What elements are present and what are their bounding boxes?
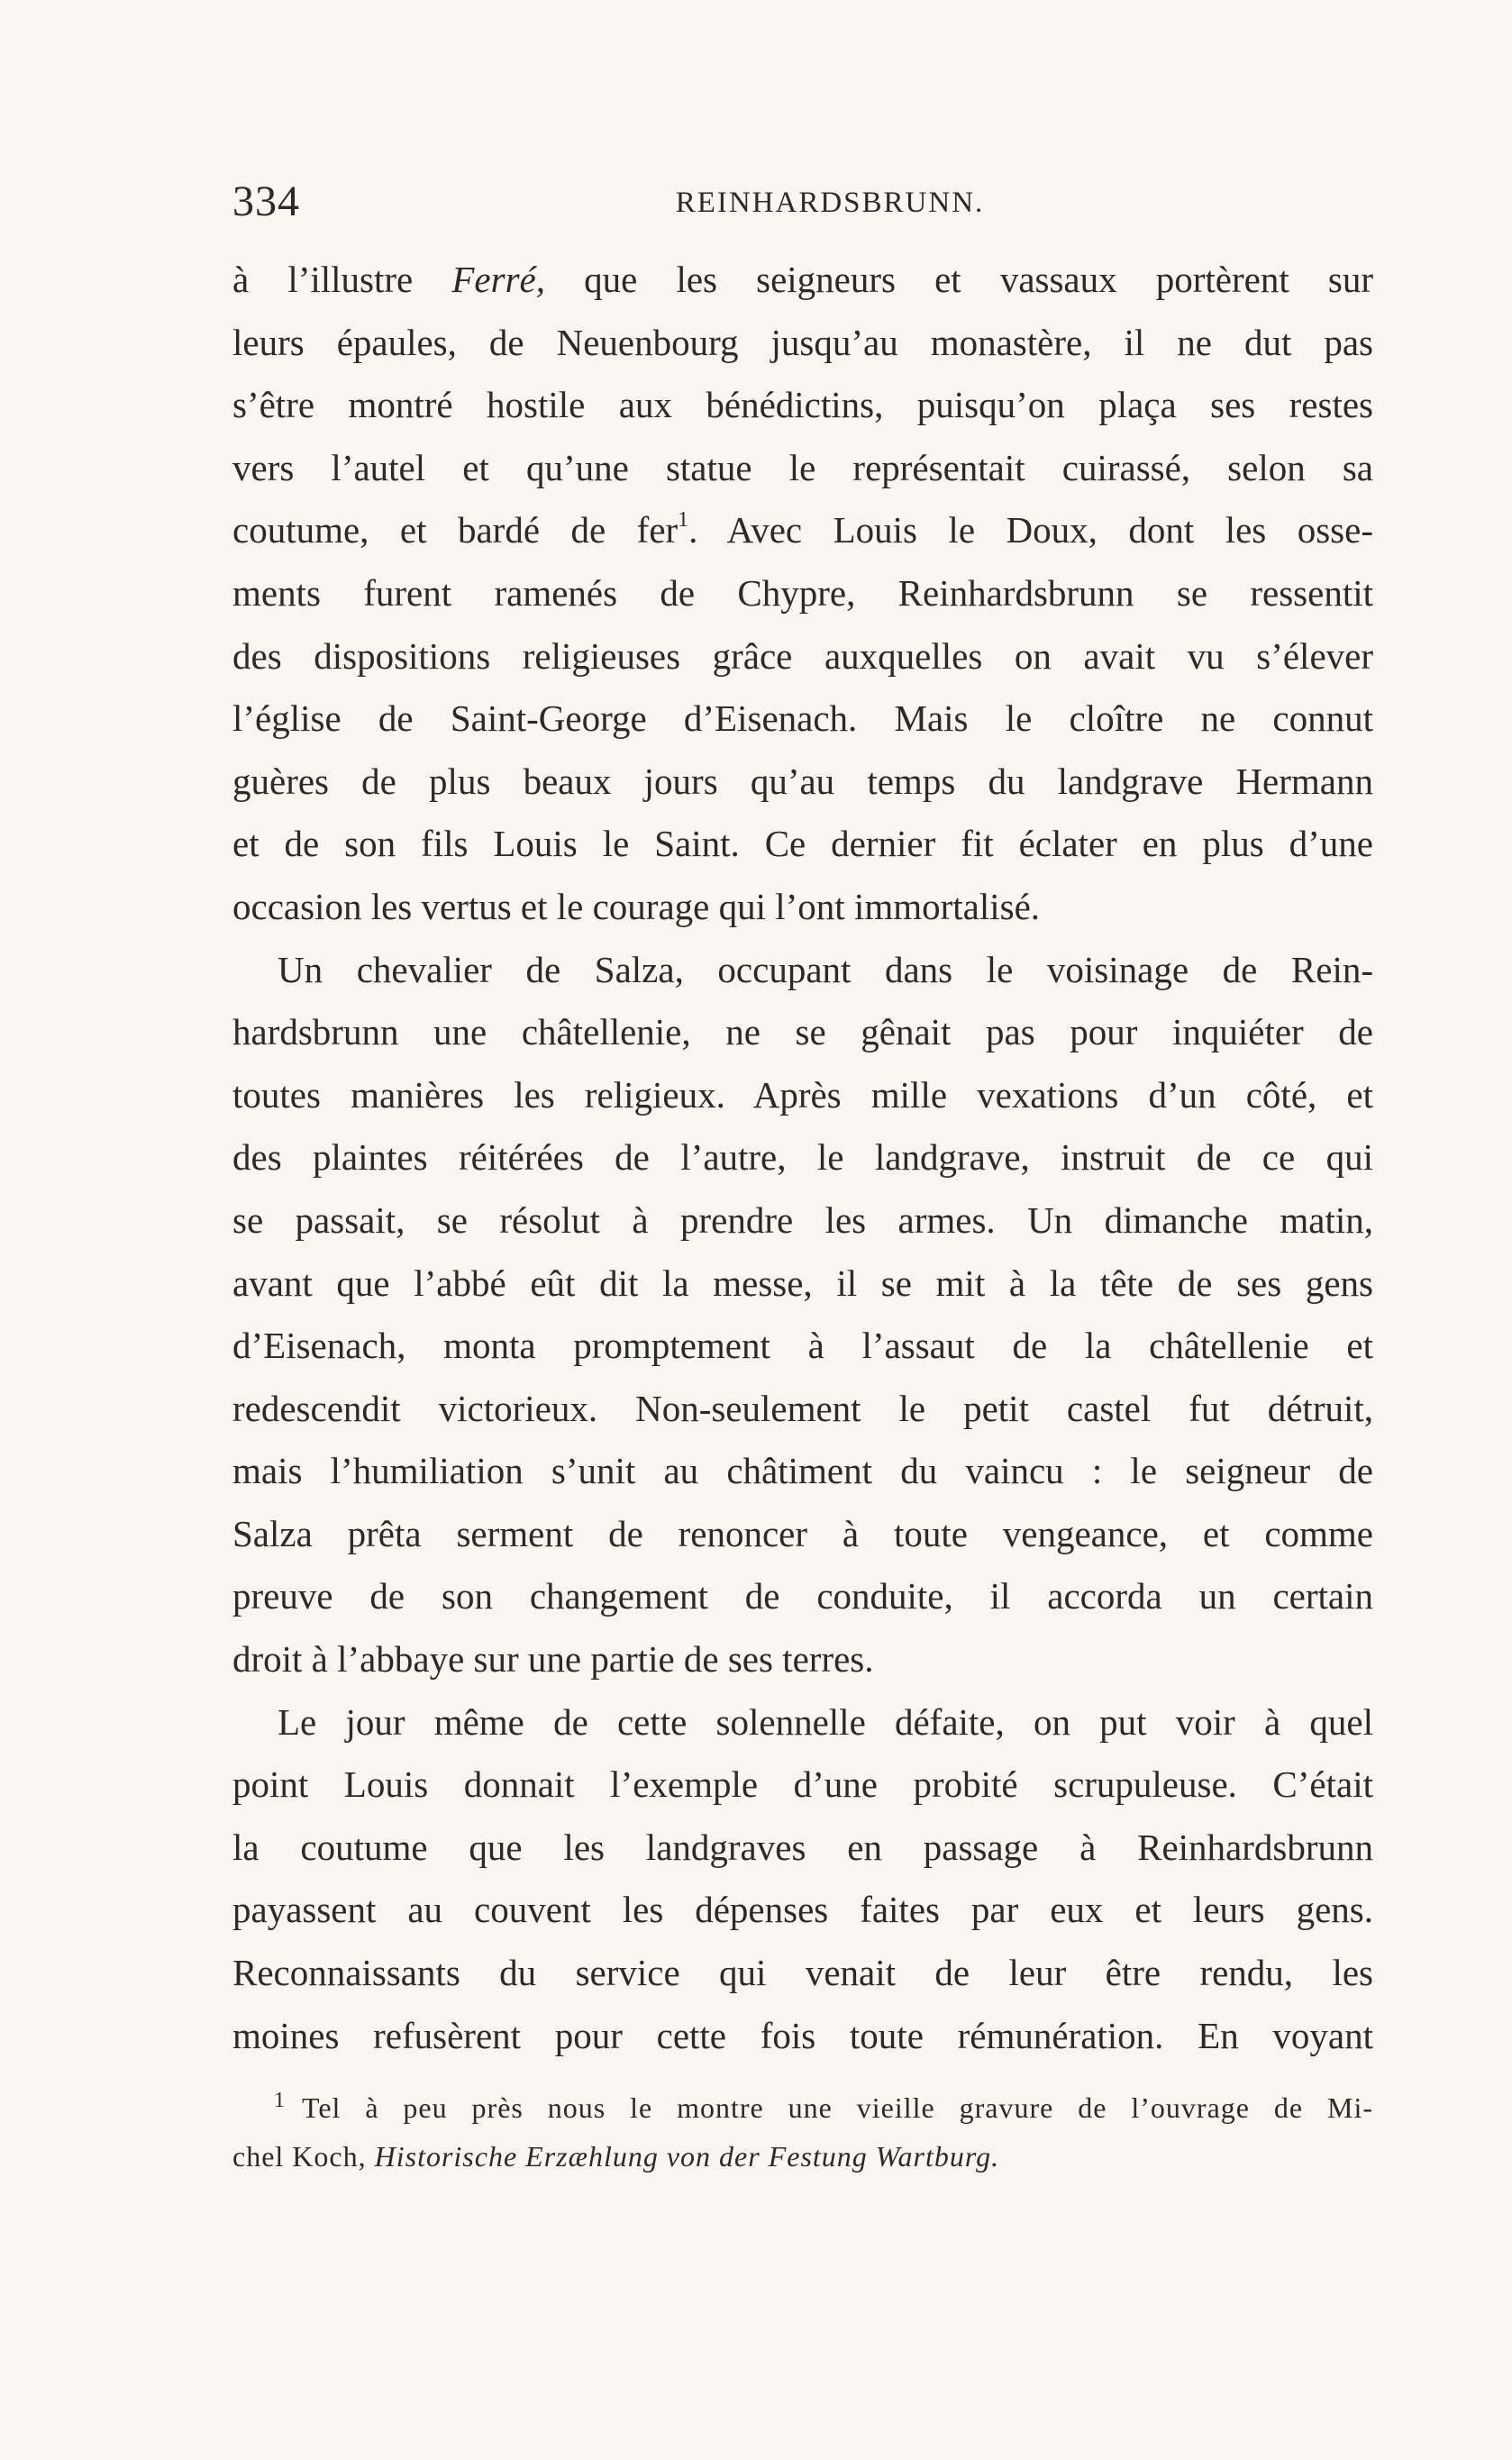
footnote-text: Tel à peu près nous le montre une vieille gravure de l’ouvrage de Mi- xyxy=(302,2091,1373,2124)
paragraph-start-line: Le jour même de cette solennelle défaite, on put voir à quel xyxy=(278,1700,1373,1743)
text-line: point Louis donnait l’exemple d’une probité scrupuleuse. C’était xyxy=(232,1763,1373,1806)
text-line: hardsbrunn une châtellenie, ne se gênait pas pour inquiéter de xyxy=(232,1011,1373,1053)
text-line: redescendit victorieux. Non-seulement le petit castel fut détruit, xyxy=(232,1387,1373,1429)
text-span: que les seigneurs et vassaux portèrent sur xyxy=(544,259,1373,300)
text-line: vers l’autel et qu’une statue le représentait cuirassé, selon sa xyxy=(232,446,1373,488)
footnote-reference[interactable]: 1 xyxy=(678,508,689,533)
text-line: des plaintes réitérées de l’autre, le landgrave, instruit de ce qui xyxy=(232,1136,1373,1179)
text-span: . Avec Louis le Doux, dont les osse- xyxy=(688,509,1373,551)
text-line: preuve de son changement de conduite, il accorda un certain xyxy=(232,1575,1373,1617)
text-span: coutume, et bardé de fer xyxy=(232,509,679,551)
text-line: la coutume que les landgraves en passage à Reinhardsbrunn xyxy=(232,1826,1373,1868)
page-number: 334 xyxy=(232,178,300,225)
body-text xyxy=(232,249,1373,2067)
text-line: s’être montré hostile aux bénédictins, puisqu’on plaça ses restes xyxy=(232,384,1373,426)
text-line: se passait, se résolut à prendre les armes. Un dimanche matin, xyxy=(232,1198,1373,1241)
text-line: des dispositions religieuses grâce auxquelles on avait vu s’élever xyxy=(232,634,1373,677)
text-line: guères de plus beaux jours qu’au temps du landgrave Hermann xyxy=(232,760,1373,802)
text-line: Reconnaissants du service qui venait de leur être rendu, les xyxy=(232,1952,1373,1994)
text-line: Salza prêta serment de renoncer à toute vengeance, et comme xyxy=(232,1512,1373,1554)
footnote-marker: 1 xyxy=(274,2089,286,2112)
text-line: avant que l’abbé eût dit la messe, il se mit à la tête de ses gens xyxy=(232,1262,1373,1304)
footnote-book-title: Historische Erzæhlung von der Festung Wartburg. xyxy=(374,2140,1000,2173)
text-line: mais l’humiliation s’unit au châtiment du vaincu : le seigneur de xyxy=(232,1450,1373,1492)
text-line: payassent au couvent les dépenses faites par eux et leurs gens. xyxy=(232,1889,1373,1931)
footnote-line xyxy=(232,2132,1373,2181)
text-line xyxy=(232,499,1373,562)
text-line: et de son fils Louis le Saint. Ce dernier fit éclater en plus d’une xyxy=(232,823,1373,865)
text-line: toutes manières les religieux. Après mille vexations d’un côté, et xyxy=(232,1073,1373,1116)
footnote-text: chel Koch, xyxy=(232,2140,375,2173)
italic-name: Ferré, xyxy=(451,259,545,300)
text-line: occasion les vertus et le courage qui l’ont immortalisé. xyxy=(232,885,1041,927)
footnote xyxy=(232,2083,1373,2181)
paragraph-start-line: Un chevalier de Salza, occupant dans le voisinage de Rein- xyxy=(278,948,1373,990)
page-header xyxy=(232,175,1373,229)
text-line: leurs épaules, de Neuenbourg jusqu’au monastère, il ne dut pas xyxy=(232,321,1373,363)
footnote-line xyxy=(232,2083,1373,2132)
text-line: moines refusèrent pour cette fois toute rémunération. En voyant xyxy=(232,2014,1373,2056)
text-line: droit à l’abbaye sur une partie de ses terres. xyxy=(232,1638,874,1681)
text-line: ments furent ramenés de Chypre, Reinhardsbrunn se ressentit xyxy=(232,571,1373,614)
text-line: l’église de Saint-George d’Eisenach. Mais le cloître ne connut xyxy=(232,697,1373,740)
text-line: d’Eisenach, monta promptement à l’assaut de la châtellenie et xyxy=(232,1325,1373,1367)
running-title: REINHARDSBRUNN. xyxy=(675,187,985,219)
text-span: à l’illustre xyxy=(232,259,452,300)
text-line xyxy=(232,249,1373,312)
